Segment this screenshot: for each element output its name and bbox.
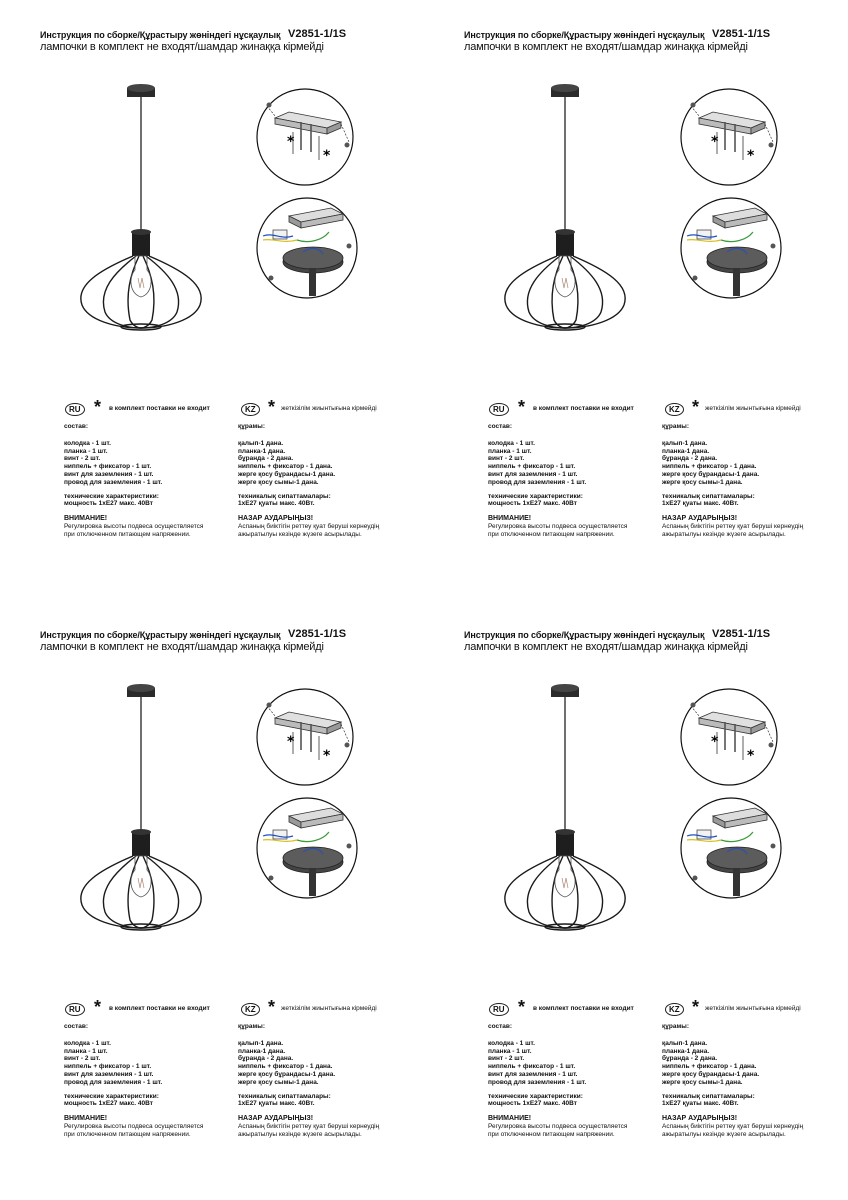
kz-warning-text: ажыратылуы кезінде жүзеге асырылады. bbox=[662, 530, 786, 538]
not-included-star-marker: * bbox=[711, 134, 719, 150]
ru-composition-item: планка - 1 шт. bbox=[488, 447, 532, 455]
kz-composition-item: бұранда - 2 дана. bbox=[238, 455, 294, 463]
ru-composition-item: ниппель + фиксатор - 1 шт. bbox=[488, 1063, 576, 1071]
wiring-assembly-diagram bbox=[253, 796, 361, 900]
bulbs-not-included-note: лампочки в комплект не входят/шамдар жинаққа кірмейді bbox=[464, 641, 748, 653]
ru-specification-column bbox=[64, 423, 203, 539]
ru-language-badge: RU bbox=[489, 403, 509, 416]
ru-not-included-note: в комплект поставки не входит bbox=[533, 1005, 634, 1012]
ru-specs-title: технические характеристики: bbox=[64, 1092, 159, 1100]
ru-composition-item: колодка - 1 шт. bbox=[488, 1039, 535, 1047]
kz-composition-item: планка-1 дана. bbox=[238, 1047, 286, 1055]
kz-specs-value: 1хЕ27 қуаты макс. 40Вт. bbox=[238, 500, 315, 508]
ru-specification-column bbox=[488, 1023, 627, 1139]
kz-specs-value: 1хЕ27 қуаты макс. 40Вт. bbox=[662, 500, 739, 508]
ru-star-marker: * bbox=[518, 997, 526, 1017]
kz-warning-title: НАЗАР АУДАРЫҢЫЗ! bbox=[662, 515, 738, 523]
ru-composition-item: винт - 2 шт. bbox=[64, 455, 101, 463]
kz-star-marker: * bbox=[692, 397, 700, 417]
model-number: V2851-1/1S bbox=[712, 628, 771, 640]
kz-composition-item: қалып-1 дана. bbox=[238, 439, 284, 447]
kz-warning-text: ажыратылуы кезінде жүзеге асырылады. bbox=[238, 530, 362, 538]
wiring-assembly-diagram bbox=[677, 196, 785, 300]
kz-language-badge: KZ bbox=[665, 403, 684, 416]
ru-composition-item: ниппель + фиксатор - 1 шт. bbox=[488, 463, 576, 471]
kz-warning-text: ажыратылуы кезінде жүзеге асырылады. bbox=[238, 1130, 362, 1138]
ru-not-included-note: в комплект поставки не входит bbox=[533, 405, 634, 412]
kz-composition-item: бұранда - 2 дана. bbox=[238, 1055, 294, 1063]
kz-composition-item: ниппель + фиксатор - 1 дана. bbox=[662, 1063, 757, 1071]
ru-specification-column bbox=[488, 423, 627, 539]
not-included-star-marker: * bbox=[323, 748, 331, 764]
kz-composition-item: қалып-1 дана. bbox=[238, 1039, 284, 1047]
kz-language-badge: KZ bbox=[241, 1003, 260, 1016]
ru-warning-text: Регулировка высоты подвеса осуществляется bbox=[64, 1122, 204, 1130]
kz-specification-column bbox=[662, 1023, 803, 1139]
kz-warning-title: НАЗАР АУДАРЫҢЫЗ! bbox=[238, 1115, 314, 1123]
ru-star-marker: * bbox=[94, 997, 102, 1017]
ru-composition-item: ниппель + фиксатор - 1 шт. bbox=[64, 1063, 152, 1071]
ru-composition-item: винт - 2 шт. bbox=[488, 1055, 525, 1063]
kz-composition-item: жерге қосу бұрандасы-1 дана. bbox=[238, 470, 336, 478]
ru-composition-item: провод для заземления - 1 шт. bbox=[488, 478, 587, 486]
kz-star-marker: * bbox=[692, 997, 700, 1017]
kz-composition-item: планка-1 дана. bbox=[662, 447, 710, 455]
pendant-lamp-illustration bbox=[70, 680, 230, 950]
bulbs-not-included-note: лампочки в комплект не входят/шамдар жинаққа кірмейді bbox=[40, 641, 324, 653]
model-number: V2851-1/1S bbox=[712, 28, 771, 40]
kz-specification-column bbox=[238, 423, 379, 539]
kz-specification-column bbox=[662, 423, 803, 539]
mounting-bracket-diagram bbox=[677, 88, 781, 186]
bulbs-not-included-note: лампочки в комплект не входят/шамдар жинаққа кірмейді bbox=[40, 41, 324, 53]
not-included-star-marker: * bbox=[287, 734, 295, 750]
not-included-star-marker: * bbox=[747, 748, 755, 764]
kz-composition-item: жерге қосу сымы-1 дана. bbox=[662, 1078, 743, 1086]
kz-specs-title: техникалық сипаттамалары: bbox=[238, 1092, 331, 1100]
kz-not-included-note: жеткізілім жиынтығына кірмейді bbox=[705, 1005, 801, 1012]
kz-composition-item: қалып-1 дана. bbox=[662, 1039, 708, 1047]
ru-composition-item: провод для заземления - 1 шт. bbox=[64, 478, 163, 486]
mounting-bracket-diagram bbox=[677, 688, 781, 786]
kz-language-badge: KZ bbox=[665, 1003, 684, 1016]
kz-not-included-note: жеткізілім жиынтығына кірмейді bbox=[281, 1005, 377, 1012]
ru-language-badge: RU bbox=[65, 403, 85, 416]
not-included-star-marker: * bbox=[711, 734, 719, 750]
ru-warning-text: при отключенном питающем напряжении. bbox=[64, 530, 191, 538]
ru-composition-item: винт - 2 шт. bbox=[488, 455, 525, 463]
ru-specs-value: мощность 1хЕ27 макс. 40Вт bbox=[64, 500, 153, 508]
not-included-star-marker: * bbox=[323, 148, 331, 164]
ru-warning-text: при отключенном питающем напряжении. bbox=[64, 1130, 191, 1138]
ru-specs-value: мощность 1хЕ27 макс. 40Вт bbox=[488, 500, 577, 508]
wiring-assembly-diagram bbox=[677, 796, 785, 900]
pendant-lamp-illustration bbox=[494, 80, 654, 350]
ru-composition-item: планка - 1 шт. bbox=[488, 1047, 532, 1055]
instruction-panel-bottom-left bbox=[0, 600, 424, 1200]
kz-specs-value: 1хЕ27 қуаты макс. 40Вт. bbox=[238, 1100, 315, 1108]
ru-warning-title: ВНИМАНИЕ! bbox=[64, 515, 108, 523]
instruction-title: Инструкция по сборке/Құрастыру жөніндегі нұсқаулық bbox=[40, 630, 281, 640]
kz-composition-item: жерге қосу сымы-1 дана. bbox=[238, 478, 319, 486]
ru-specs-title: технические характеристики: bbox=[64, 492, 159, 500]
kz-warning-title: НАЗАР АУДАРЫҢЫЗ! bbox=[662, 1115, 738, 1123]
kz-composition-title: құрамы: bbox=[238, 423, 265, 430]
kz-composition-item: планка-1 дана. bbox=[238, 447, 286, 455]
ru-warning-text: при отключенном питающем напряжении. bbox=[488, 530, 615, 538]
ru-composition-title: состав: bbox=[488, 423, 513, 430]
ru-language-badge: RU bbox=[489, 1003, 509, 1016]
model-number: V2851-1/1S bbox=[288, 28, 347, 40]
instruction-panel-top-left bbox=[0, 0, 424, 600]
kz-composition-item: жерге қосу сымы-1 дана. bbox=[238, 1078, 319, 1086]
ru-composition-item: винт - 2 шт. bbox=[64, 1055, 101, 1063]
instruction-panel-bottom-right bbox=[424, 600, 848, 1200]
kz-warning-text: Аспаның биіктігін реттеу қуат беруші кернеудің bbox=[238, 1122, 380, 1130]
ru-composition-item: планка - 1 шт. bbox=[64, 447, 108, 455]
ru-composition-item: провод для заземления - 1 шт. bbox=[64, 1078, 163, 1086]
ru-composition-title: состав: bbox=[488, 1023, 513, 1030]
ru-warning-text: Регулировка высоты подвеса осуществляется bbox=[64, 522, 204, 530]
instruction-title: Инструкция по сборке/Құрастыру жөніндегі нұсқаулық bbox=[40, 30, 281, 40]
ru-warning-title: ВНИМАНИЕ! bbox=[488, 1115, 532, 1123]
kz-star-marker: * bbox=[268, 997, 276, 1017]
kz-composition-item: бұранда - 2 дана. bbox=[662, 1055, 718, 1063]
ru-language-badge: RU bbox=[65, 1003, 85, 1016]
kz-composition-item: жерге қосу бұрандасы-1 дана. bbox=[662, 1070, 760, 1078]
instruction-title: Инструкция по сборке/Құрастыру жөніндегі нұсқаулық bbox=[464, 630, 705, 640]
ru-composition-item: винт для заземления - 1 шт. bbox=[488, 470, 578, 478]
ru-composition-item: планка - 1 шт. bbox=[64, 1047, 108, 1055]
kz-specs-title: техникалық сипаттамалары: bbox=[238, 492, 331, 500]
kz-warning-title: НАЗАР АУДАРЫҢЫЗ! bbox=[238, 515, 314, 523]
kz-specs-title: техникалық сипаттамалары: bbox=[662, 492, 755, 500]
ru-composition-item: колодка - 1 шт. bbox=[64, 1039, 111, 1047]
kz-composition-item: ниппель + фиксатор - 1 дана. bbox=[238, 463, 333, 471]
kz-composition-title: құрамы: bbox=[662, 1023, 689, 1030]
ru-composition-title: состав: bbox=[64, 423, 89, 430]
ru-specs-value: мощность 1хЕ27 макс. 40Вт bbox=[488, 1100, 577, 1108]
ru-warning-title: ВНИМАНИЕ! bbox=[64, 1115, 108, 1123]
model-number: V2851-1/1S bbox=[288, 628, 347, 640]
kz-specification-column bbox=[238, 1023, 379, 1139]
wiring-assembly-diagram bbox=[253, 196, 361, 300]
not-included-star-marker: * bbox=[747, 148, 755, 164]
ru-composition-item: колодка - 1 шт. bbox=[64, 439, 111, 447]
kz-composition-item: жерге қосу бұрандасы-1 дана. bbox=[238, 1070, 336, 1078]
kz-composition-item: бұранда - 2 дана. bbox=[662, 455, 718, 463]
ru-composition-item: провод для заземления - 1 шт. bbox=[488, 1078, 587, 1086]
bulbs-not-included-note: лампочки в комплект не входят/шамдар жинаққа кірмейді bbox=[464, 41, 748, 53]
instruction-panel-top-right bbox=[424, 0, 848, 600]
kz-not-included-note: жеткізілім жиынтығына кірмейді bbox=[705, 405, 801, 412]
kz-specs-value: 1хЕ27 қуаты макс. 40Вт. bbox=[662, 1100, 739, 1108]
mounting-bracket-diagram bbox=[253, 88, 357, 186]
pendant-lamp-illustration bbox=[494, 680, 654, 950]
ru-not-included-note: в комплект поставки не входит bbox=[109, 1005, 210, 1012]
ru-not-included-note: в комплект поставки не входит bbox=[109, 405, 210, 412]
ru-composition-item: винт для заземления - 1 шт. bbox=[64, 470, 154, 478]
kz-composition-item: жерге қосу сымы-1 дана. bbox=[662, 478, 743, 486]
kz-warning-text: ажыратылуы кезінде жүзеге асырылады. bbox=[662, 1130, 786, 1138]
ru-specs-title: технические характеристики: bbox=[488, 492, 583, 500]
kz-composition-item: жерге қосу бұрандасы-1 дана. bbox=[662, 470, 760, 478]
ru-warning-text: Регулировка высоты подвеса осуществляется bbox=[488, 522, 628, 530]
ru-warning-title: ВНИМАНИЕ! bbox=[488, 515, 532, 523]
kz-warning-text: Аспаның биіктігін реттеу қуат беруші кернеудің bbox=[662, 522, 804, 530]
ru-star-marker: * bbox=[94, 397, 102, 417]
kz-composition-title: құрамы: bbox=[238, 1023, 265, 1030]
not-included-star-marker: * bbox=[287, 134, 295, 150]
ru-composition-item: колодка - 1 шт. bbox=[488, 439, 535, 447]
ru-specs-value: мощность 1хЕ27 макс. 40Вт bbox=[64, 1100, 153, 1108]
ru-warning-text: Регулировка высоты подвеса осуществляется bbox=[488, 1122, 628, 1130]
ru-composition-title: состав: bbox=[64, 1023, 89, 1030]
ru-composition-item: ниппель + фиксатор - 1 шт. bbox=[64, 463, 152, 471]
kz-composition-item: ниппель + фиксатор - 1 дана. bbox=[238, 1063, 333, 1071]
kz-composition-item: планка-1 дана. bbox=[662, 1047, 710, 1055]
pendant-lamp-illustration bbox=[70, 80, 230, 350]
kz-composition-item: қалып-1 дана. bbox=[662, 439, 708, 447]
kz-warning-text: Аспаның биіктігін реттеу қуат беруші кернеудің bbox=[662, 1122, 804, 1130]
ru-specs-title: технические характеристики: bbox=[488, 1092, 583, 1100]
kz-language-badge: KZ bbox=[241, 403, 260, 416]
ru-composition-item: винт для заземления - 1 шт. bbox=[488, 1070, 578, 1078]
ru-warning-text: при отключенном питающем напряжении. bbox=[488, 1130, 615, 1138]
ru-composition-item: винт для заземления - 1 шт. bbox=[64, 1070, 154, 1078]
kz-not-included-note: жеткізілім жиынтығына кірмейді bbox=[281, 405, 377, 412]
kz-composition-item: ниппель + фиксатор - 1 дана. bbox=[662, 463, 757, 471]
instruction-title: Инструкция по сборке/Құрастыру жөніндегі нұсқаулық bbox=[464, 30, 705, 40]
ru-specification-column bbox=[64, 1023, 203, 1139]
kz-composition-title: құрамы: bbox=[662, 423, 689, 430]
kz-warning-text: Аспаның биіктігін реттеу қуат беруші кернеудің bbox=[238, 522, 380, 530]
kz-specs-title: техникалық сипаттамалары: bbox=[662, 1092, 755, 1100]
kz-star-marker: * bbox=[268, 397, 276, 417]
ru-star-marker: * bbox=[518, 397, 526, 417]
mounting-bracket-diagram bbox=[253, 688, 357, 786]
